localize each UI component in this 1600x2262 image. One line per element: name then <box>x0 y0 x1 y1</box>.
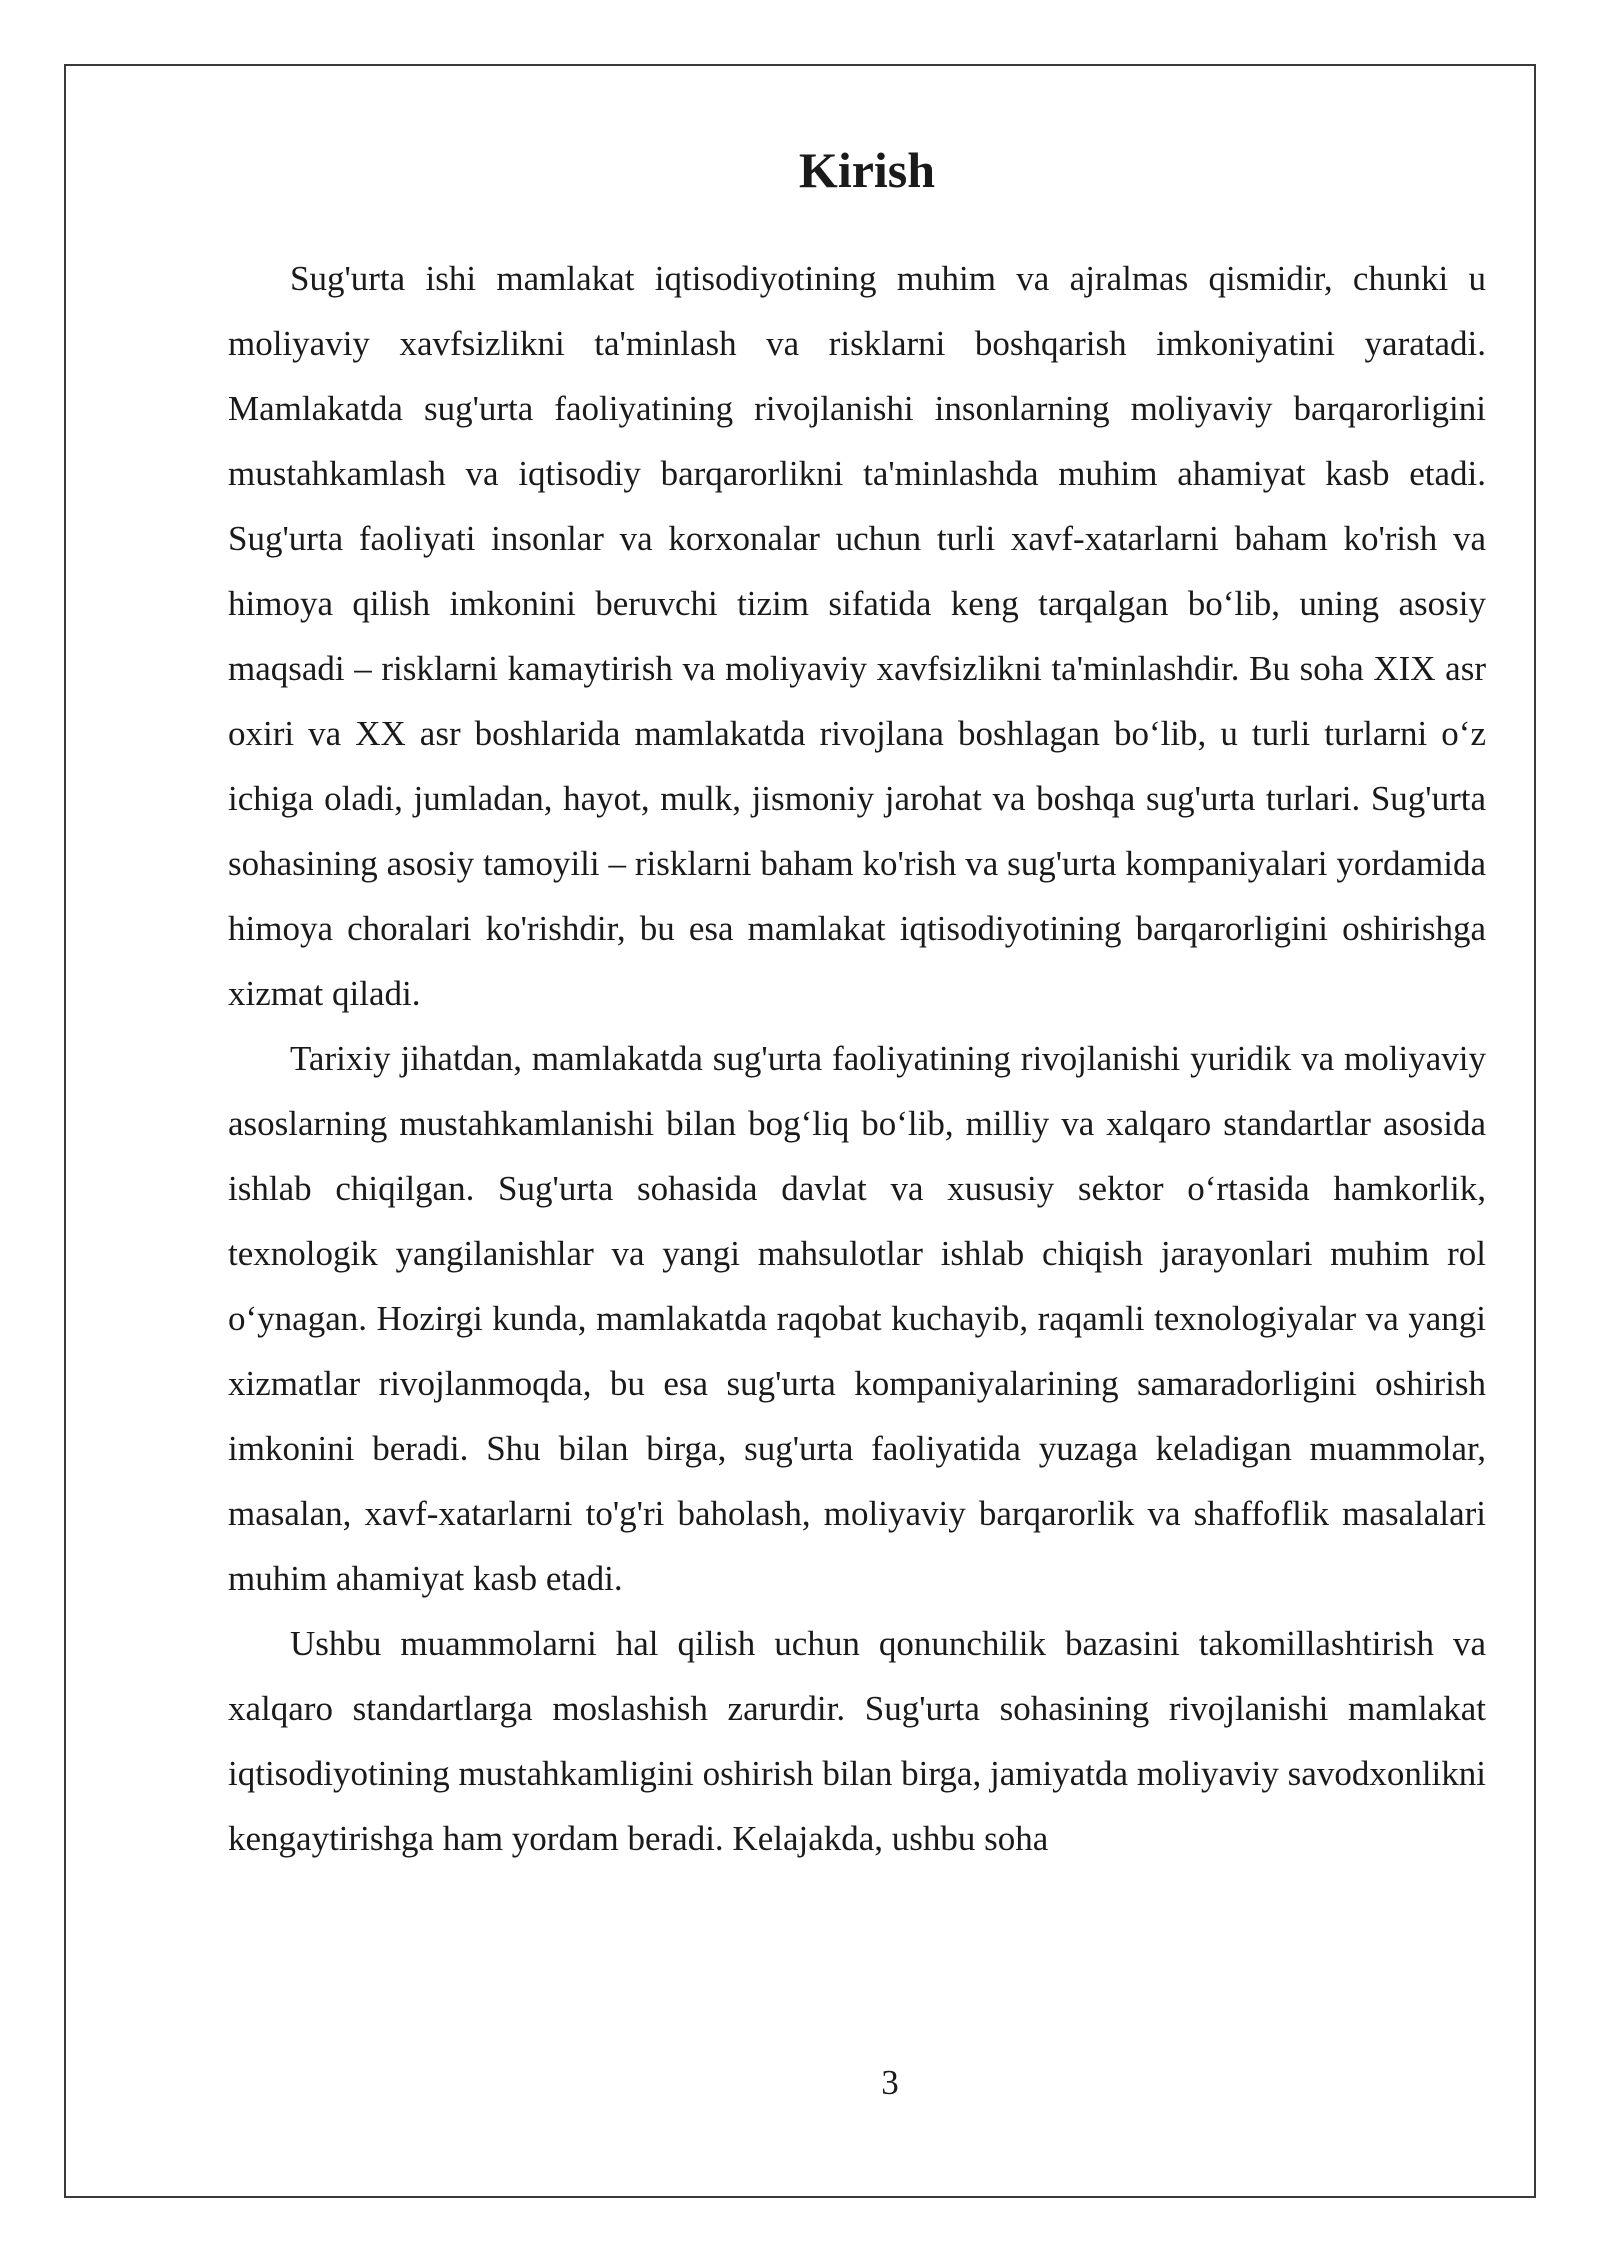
body-paragraph-1: Sug'urta ishi mamlakat iqtisodiyotining muhim va ajralmas qismidir, chunki u moliyaviy xavfsizlikni ta'minlash va risklarni boshqarish imkoniyatini yaratadi. Mamlakatda sug'urta faoliyatining rivojlanishi insonlarning moliyaviy barqarorligini mustahkamlash va iqtisodiy barqarorlikni ta'minlashda muhim ahamiyat kasb etadi. Sug'urta faoliyati insonlar va korxonalar uchun turli xavf-xatarlarni baham ko'rish va himoya qilish imkonini beruvchi tizim sifatida keng tarqalgan bo‘lib, uning asosiy maqsadi – risklarni kamaytirish va moliyaviy xavfsizlikni ta'minlashdir. Bu soha XIX asr oxiri va XX asr boshlarida mamlakatda rivojlana boshlagan bo‘lib, u turli turlarni o‘z ichiga oladi, jumladan, hayot, mulk, jismoniy jarohat va boshqa sug'urta turlari. Sug'urta sohasining asosiy tamoyili – risklarni baham ko'rish va sug'urta kompaniyalari yordamida himoya choralari ko'rishdir, bu esa mamlakat iqtisodiyotining barqarorligini oshirishga xizmat qiladi. <box>228 259 1486 1013</box>
body-paragraph-2: Tarixiy jihatdan, mamlakatda sug'urta faoliyatining rivojlanishi yuridik va moliyaviy asoslarning mustahkamlanishi bilan bog‘liq bo‘lib, milliy va xalqaro standartlar asosida ishlab chiqilgan. Sug'urta sohasida davlat va xususiy sektor o‘rtasida hamkorlik, texnologik yangilanishlar va yangi mahsulotlar ishlab chiqish jarayonlari muhim rol o‘ynagan. Hozirgi kunda, mamlakatda raqobat kuchayib, raqamli texnologiyalar va yangi xizmatlar rivojlanmoqda, bu esa sug'urta kompaniyalarining samaradorligini oshirish imkonini beradi. Shu bilan birga, sug'urta faoliyatida yuzaga keladigan muammolar, masalan, xavf-xatarlarni to'g'ri baholash, moliyaviy barqarorlik va shaffoflik masalalari muhim ahamiyat kasb etadi. <box>228 1039 1486 1598</box>
page-content <box>228 140 1486 1871</box>
page-number: 3 <box>881 2063 899 2102</box>
page-title: Kirish <box>798 142 936 198</box>
body-paragraph-3: Ushbu muammolarni hal qilish uchun qonunchilik bazasini takomillashtirish va xalqaro standartlarga moslashish zarurdir. Sug'urta sohasining rivojlanishi mamlakat iqtisodiyotining mustahkamligini oshirish bilan birga, jamiyatda moliyaviy savodxonlikni kengaytirishga ham yordam beradi. Kelajakda, ushbu soha <box>228 1624 1486 1858</box>
